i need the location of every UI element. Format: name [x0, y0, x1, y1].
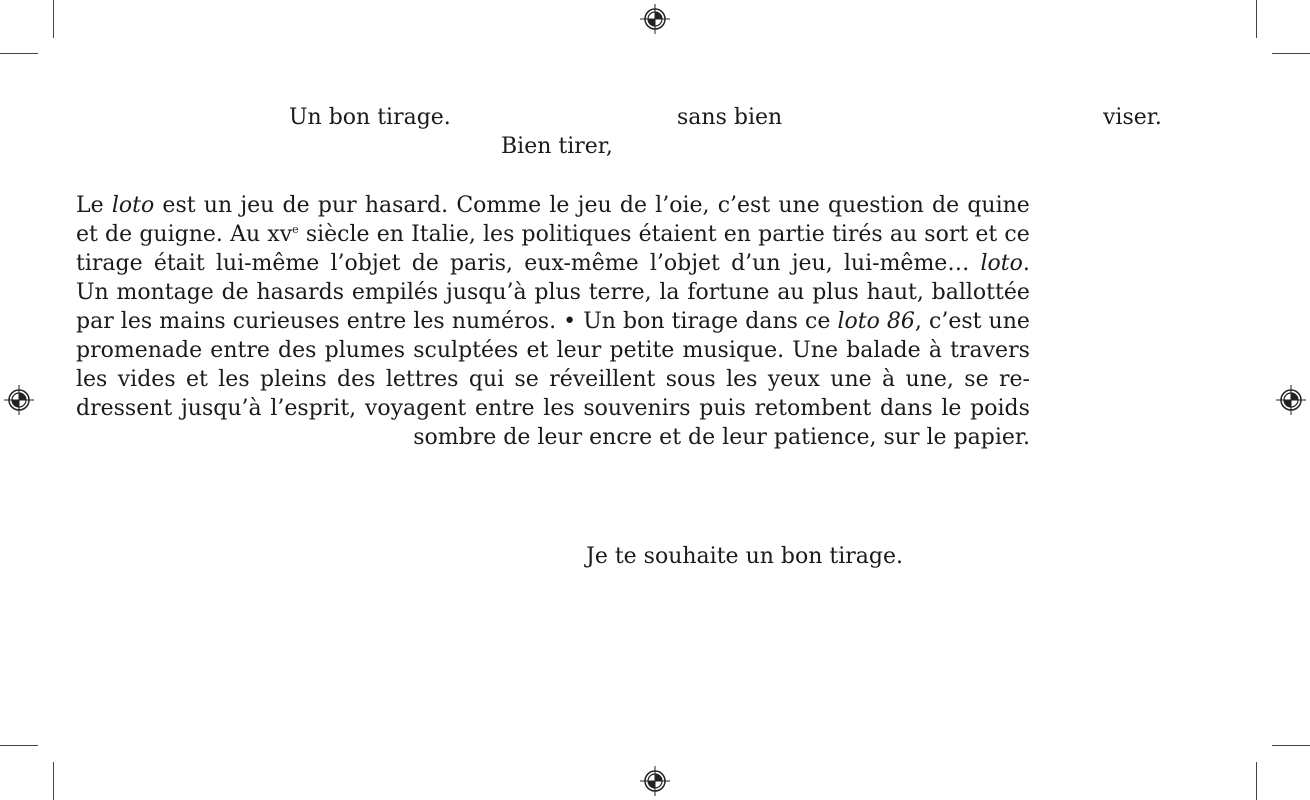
- paragraph-word: dans: [745, 309, 798, 334]
- paragraph-word: Italie,: [411, 222, 476, 247]
- paragraph-word: bon: [623, 309, 665, 334]
- paragraph-word: numéros.: [451, 309, 557, 334]
- paragraph-word: tirés: [831, 222, 883, 247]
- paragraph-word: de: [619, 193, 647, 218]
- paragraph-word: leur: [556, 338, 602, 363]
- paragraph-word: re-: [999, 367, 1030, 392]
- paragraph-word: jusqu’à: [445, 280, 527, 305]
- paragraph-word: les: [76, 367, 108, 392]
- paragraph-word: des: [278, 338, 317, 363]
- paragraph-word: jeu,: [791, 251, 833, 276]
- paragraph-word: Un: [76, 280, 109, 305]
- registration-mark-left-icon: [3, 384, 35, 416]
- paragraph-word: réveillent: [549, 367, 656, 392]
- paragraph-word: jeu: [240, 193, 275, 218]
- paragraph-word: la: [659, 280, 680, 305]
- paragraph-word: d’un: [731, 251, 781, 276]
- paragraph-word: c’est: [717, 193, 771, 218]
- paragraph-word: c’est: [929, 309, 982, 334]
- paragraph-word: l’objet: [330, 251, 401, 276]
- paragraph-word: eux-même: [524, 251, 639, 276]
- paragraph-word: souvenirs: [583, 396, 691, 421]
- closing-line: Je te souhaite un bon tirage.: [586, 544, 903, 569]
- paragraph-word: se: [964, 367, 989, 392]
- paragraph-word: lui-même: [215, 251, 320, 276]
- paragraph-word: retombent: [754, 396, 872, 421]
- paragraph-word: loto: [837, 309, 880, 334]
- paragraph-word: poids: [970, 396, 1030, 421]
- paragraph-word: qui: [468, 367, 505, 392]
- paragraph-word: dressent: [76, 396, 173, 421]
- paragraph-word: les: [726, 367, 758, 392]
- paragraph-line: [76, 336, 1030, 365]
- crop-mark-top-left-vertical: [53, 0, 54, 38]
- paragraph-word: de: [221, 280, 249, 305]
- paragraph-word: une: [830, 367, 872, 392]
- paragraph-word: une,: [905, 367, 954, 392]
- paragraph-word: mains: [159, 309, 226, 334]
- paragraph-word: au: [889, 222, 918, 247]
- paragraph-line: [76, 191, 1030, 220]
- paragraph-word: jusqu’à: [180, 396, 262, 421]
- paragraph-word: les: [483, 222, 515, 247]
- crop-mark-top-right-vertical: [1256, 0, 1257, 38]
- paragraph-word: partie: [758, 222, 825, 247]
- paragraph-word: vides: [117, 367, 176, 392]
- paragraph-word: l’esprit,: [270, 396, 357, 421]
- paragraph-word: musique.: [682, 338, 785, 363]
- paragraph-word: tirage: [76, 251, 143, 276]
- paragraph-word: un: [203, 193, 233, 218]
- paragraph-word: par: [76, 309, 114, 334]
- paragraph-word: curieuses: [232, 309, 340, 334]
- paragraph-line: [76, 278, 1030, 307]
- paragraph-word: entre: [346, 309, 407, 334]
- crop-mark-bottom-right-horizontal: [1272, 745, 1310, 746]
- paragraph-word: •: [563, 309, 577, 334]
- paragraph-word: hasard.: [364, 193, 449, 218]
- paragraph-word: paris,: [450, 251, 514, 276]
- paragraph-word: promenade: [76, 338, 203, 363]
- paragraph-word: et: [975, 222, 998, 247]
- registration-mark-bottom-icon: [639, 765, 671, 797]
- paragraph-word: ce: [1004, 222, 1030, 247]
- paragraph-word: Au: [230, 222, 261, 247]
- paragraph-word: plumes: [324, 338, 406, 363]
- paragraph-word: jeu: [577, 193, 612, 218]
- paragraph-word: l’objet: [649, 251, 720, 276]
- paragraph-word: question: [827, 193, 924, 218]
- paragraph-word: ballottée: [931, 280, 1030, 305]
- paragraph-word: Une: [792, 338, 839, 363]
- paragraph-word: des: [337, 367, 376, 392]
- paragraph-word: haut,: [866, 280, 924, 305]
- paragraph-word: est: [162, 193, 196, 218]
- paragraph-word: en: [723, 222, 751, 247]
- paragraph-word: de: [282, 193, 310, 218]
- paragraph-word: loto: [111, 193, 155, 218]
- crop-mark-top-right-horizontal: [1272, 53, 1310, 54]
- heading-fragment-viser: viser.: [1103, 105, 1162, 130]
- paragraph-word: fortune: [687, 280, 770, 305]
- crop-mark-bottom-left-horizontal: [0, 745, 38, 746]
- paragraph-word: lettres: [385, 367, 459, 392]
- paragraph-word: une: [988, 309, 1030, 334]
- paragraph-word: de: [105, 222, 133, 247]
- paragraph-word: dans: [879, 396, 933, 421]
- paragraph-line: [76, 249, 1030, 278]
- paragraph-word-run: sombre de leur encre et de leur patience, sur le papier.: [413, 425, 1030, 450]
- registration-mark-top-icon: [639, 3, 671, 35]
- paragraph-word: quine: [967, 193, 1030, 218]
- paragraph-word: puis: [699, 396, 746, 421]
- heading-fragment-bien-tirer: Bien tirer,: [501, 134, 613, 159]
- paragraph-word: une: [778, 193, 820, 218]
- heading-fragment-sans-bien: sans bien: [677, 105, 783, 130]
- paragraph-word: et: [76, 222, 98, 247]
- paragraph-word: les: [543, 396, 575, 421]
- body-paragraph: [76, 191, 1030, 452]
- paragraph-word: les: [120, 309, 153, 334]
- paragraph-word: petite: [609, 338, 675, 363]
- paragraph-word: ce: [805, 309, 831, 334]
- paragraph-word: le: [941, 396, 962, 421]
- paragraph-line: [76, 365, 1030, 394]
- paragraph-word: politiques: [521, 222, 632, 247]
- paragraph-word: sculptées: [413, 338, 519, 363]
- paragraph-word: voyagent: [364, 396, 467, 421]
- paragraph-word: pur: [317, 193, 357, 218]
- paragraph-word: en: [376, 222, 404, 247]
- paragraph-line: [76, 394, 1030, 423]
- paragraph-word: loto.: [980, 251, 1030, 276]
- paragraph-word: le: [549, 193, 570, 218]
- paragraph-word: Un: [583, 309, 616, 334]
- paragraph-word: pleins: [260, 367, 327, 392]
- paragraph-word: l’oie,: [655, 193, 710, 218]
- paragraph-word: au: [777, 280, 805, 305]
- crop-mark-top-left-horizontal: [0, 53, 38, 54]
- paragraph-word: balade: [846, 338, 921, 363]
- paragraph-word: étaient: [638, 222, 717, 247]
- paragraph-line-last: [76, 423, 1030, 452]
- paragraph-word: plus: [534, 280, 581, 305]
- paragraph-line: [76, 307, 1030, 336]
- paragraph-word: lui-même…: [843, 251, 970, 276]
- paragraph-word: sous: [665, 367, 716, 392]
- heading-fragment-un-bon-tirage: Un bon tirage.: [289, 105, 451, 130]
- paragraph-word: $xv^e$: [267, 222, 299, 247]
- paragraph-word: était: [153, 251, 205, 276]
- paragraph-word: hasards: [256, 280, 345, 305]
- paragraph-word: Le: [76, 193, 104, 218]
- paragraph-word: et: [186, 367, 208, 392]
- paragraph-word: 86,: [886, 309, 922, 334]
- paragraph-word: entre: [210, 338, 270, 363]
- paragraph-word: entre: [474, 396, 535, 421]
- paragraph-word: les: [218, 367, 250, 392]
- registration-mark-right-icon: [1275, 384, 1307, 416]
- paragraph-line: [76, 220, 1030, 249]
- crop-mark-bottom-left-vertical: [53, 762, 54, 800]
- paragraph-word: Comme: [456, 193, 542, 218]
- paragraph-word: de: [411, 251, 439, 276]
- paragraph-word: à: [928, 338, 942, 363]
- paragraph-word: se: [514, 367, 539, 392]
- paragraph-word: les: [413, 309, 445, 334]
- paragraph-word: guigne.: [139, 222, 223, 247]
- paragraph-word: yeux: [767, 367, 820, 392]
- paragraph-word: de: [932, 193, 960, 218]
- crop-mark-bottom-right-vertical: [1256, 762, 1257, 800]
- paragraph-word: à: [882, 367, 896, 392]
- paragraph-word: travers: [950, 338, 1030, 363]
- paragraph-word: sort: [924, 222, 969, 247]
- paragraph-word: montage: [116, 280, 214, 305]
- paragraph-word: plus: [812, 280, 859, 305]
- paragraph-word: empilés: [351, 280, 439, 305]
- paragraph-word: siècle: [305, 222, 370, 247]
- paragraph-word: tirage: [671, 309, 739, 334]
- paragraph-word: et: [526, 338, 549, 363]
- paragraph-word: terre,: [588, 280, 652, 305]
